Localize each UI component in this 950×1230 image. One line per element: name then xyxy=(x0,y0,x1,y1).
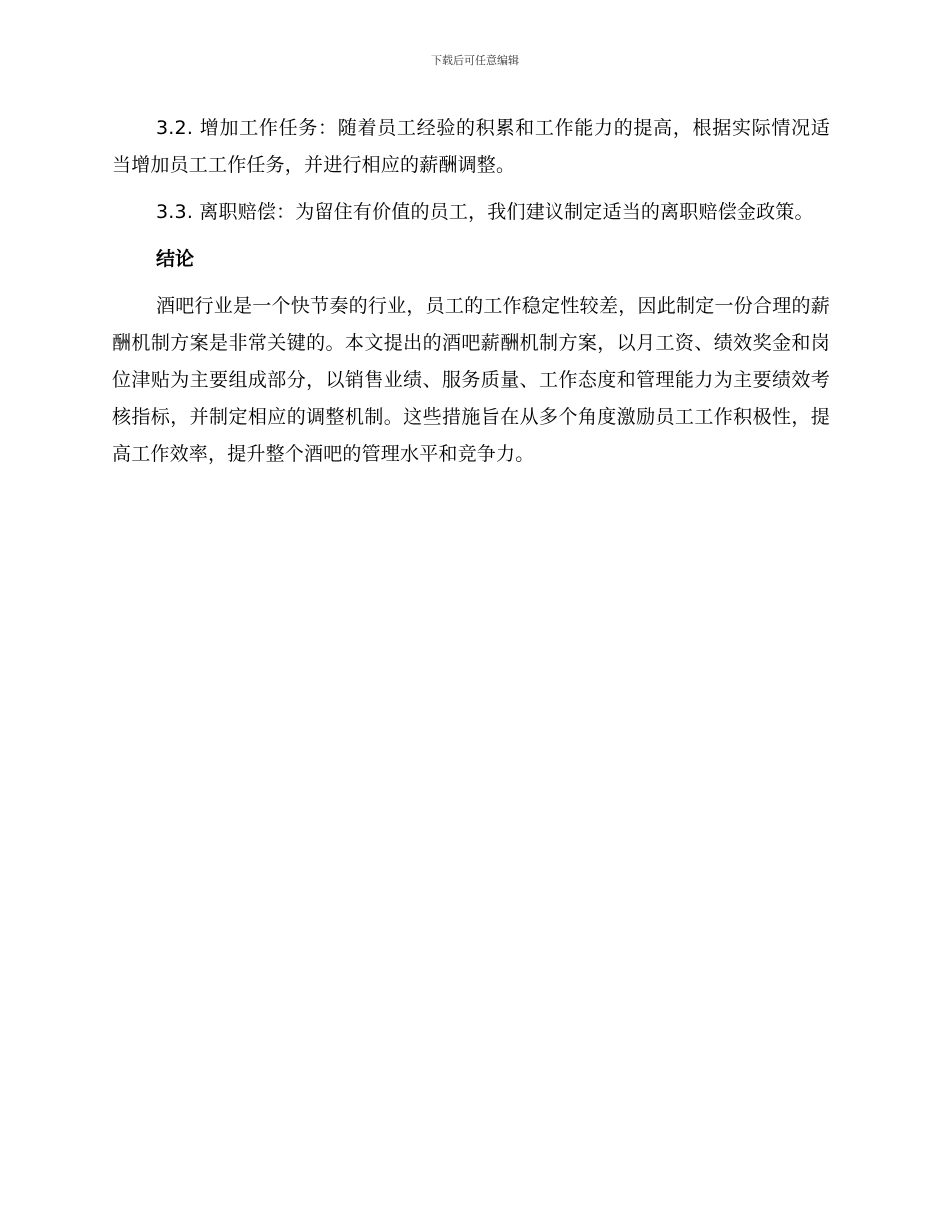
paragraph-increase-tasks: 3.2. 增加工作任务：随着员工经验的积累和工作能力的提高，根据实际情况适当增加员工工作任务，并进行相应的薪酬调整。 xyxy=(112,117,830,176)
paragraph-conclusion: 酒吧行业是一个快节奏的行业，员工的工作稳定性较差，因此制定一份合理的薪酬机制方案是非常关键的。本文提出的酒吧薪酬机制方案，以月工资、绩效奖金和岗位津贴为主要组成部分，以销售业绩、服务质量、工作态度和管理能力为主要绩效考核指标，并制定相应的调整机制。这些措施旨在从多个角度激励员工工作积极性，提高工作效率，提升整个酒吧的管理水平和竞争力。 xyxy=(112,295,830,465)
section-heading-conclusion: 结论 xyxy=(156,248,195,270)
paragraph-severance: 3.3. 离职赔偿：为留住有价值的员工，我们建议制定适当的离职赔偿金政策。 xyxy=(156,201,814,223)
document-body xyxy=(112,110,830,483)
page-header: 下载后可任意编辑 xyxy=(431,54,519,67)
